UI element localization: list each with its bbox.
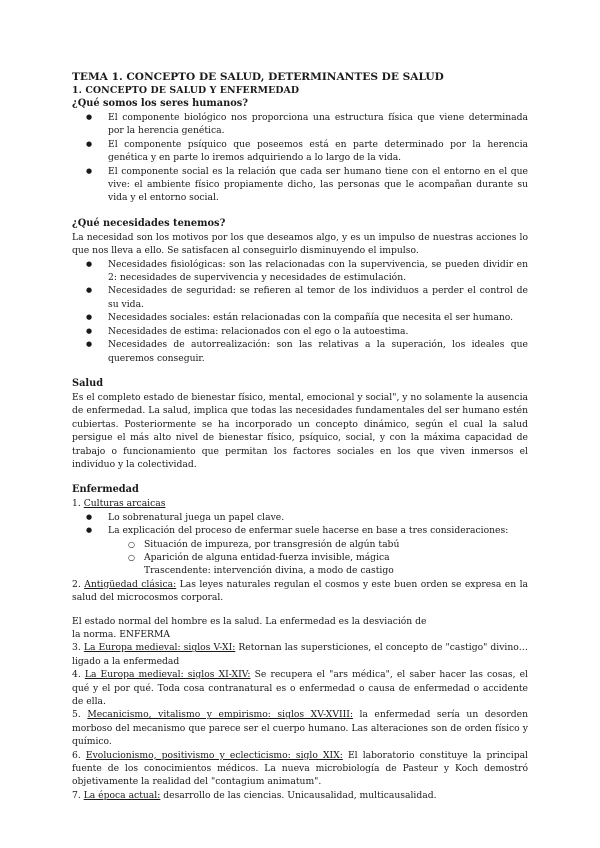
disease-point-5: 5. Mecanicismo, vitalismo y empirismo: siglos XV-XVIII: la enfermedad sería un desorden morboso del mecanismo que parece ser el cuerpo humano. Las alteraciones son de orden físico y químico. — [72, 709, 528, 748]
list-item: ● Lo sobrenatural juega un papel clave. — [72, 511, 528, 524]
list-item: ● El componente biológico nos proporciona una estructura física que viene determinada por la herencia genética. — [72, 111, 528, 138]
section-subtitle: 1. CONCEPTO DE SALUD Y ENFERMEDAD — [72, 85, 300, 96]
disease-point-4: 4. La Europa medieval: siglos XI-XIV: Se recupera el "ars médica", el saber hacer las cosas, el qué y el por qué. Toda cosa contranatural es o enfermedad o causa de enfermedad o accidente de ella. — [72, 669, 528, 708]
list-item: ● Necesidades de seguridad: se refieren al temor de los individuos a perder el control de su vida. — [72, 284, 528, 311]
list-item: ○ Situación de impureza, por transgresión de algún tabú — [72, 538, 528, 551]
disease-heading: Enfermedad — [72, 484, 139, 496]
list-item: ● Necesidades sociales: están relacionadas con la compañía que necesita el ser humano. — [72, 311, 528, 324]
needs-heading: ¿Qué necesidades tenemos? — [72, 217, 226, 229]
list-item: ● El componente social es la relación que cada ser humano tiene con el entorno en el que vive: el ambiente físico propiamente dicho, las personas que le acompañan durante su vida y el entorno social. — [72, 165, 528, 205]
list-item: ● El componente psíquico que poseemos está en parte determinado por la herencia genética y en parte lo iremos adquiriendo a lo largo de la vida. — [72, 138, 528, 165]
disease-point-7: 7. La época actual: desarrollo de las ciencias. Unicausalidad, multicausalidad. — [72, 789, 437, 801]
normal-state-line-2: la norma. ENFERMA — [72, 629, 170, 640]
list-item: Trascendente: intervención divina, a modo de castigo — [144, 565, 394, 577]
list-item: ● Necesidades fisiológicas: son las relacionadas con la supervivencia, se pueden dividir en 2: necesidades de supervivencia y necesidades de estimulación. — [72, 258, 528, 285]
health-paragraph: Es el completo estado de bienestar físico, mental, emocional y social", y no solamente la ausencia de enfermedad. La salud, implica que todas las necesidades fundamentales del ser humano estén cubiertas. Posteriormente se ha incorporado un concepto dinámico, según el cual la salud persigue el más alto nivel de bienestar físico, psíquico, social, y con la máxima capacidad de trabajo o funcionamiento que permitan los factores sociales en los que viven inmersos el individuo y la colectividad. — [72, 391, 528, 470]
health-heading: Salud — [72, 377, 104, 389]
disease-point-3: 3. La Europa medieval: siglos V-XI: Retornan las supersticiones, el concepto de "castigo" divino… ligado a la enfermedad — [72, 642, 528, 667]
list-item: ● Necesidades de autorrealización: son las relativas a la superación, los ideales que queremos conseguir. — [72, 338, 528, 365]
humans-list — [72, 111, 528, 205]
disease-point-2: 2. Antigüedad clásica: Las leyes naturales regulan el cosmos y este buen orden se expresa en la salud del microcosmos corporal. — [72, 578, 528, 604]
disease-point-1-sublist — [72, 538, 528, 578]
needs-list — [72, 258, 528, 365]
humans-heading: ¿Qué somos los seres humanos? — [72, 98, 249, 109]
normal-state-line-1: El estado normal del hombre es la salud. La enfermedad es la desviación de — [72, 615, 427, 627]
disease-point-1: 1. Culturas arcaicas — [72, 498, 166, 510]
disease-point-1-list — [72, 511, 528, 538]
disease-point-6: 6. Evolucionismo, positivismo y eclecticismo: siglo XIX: El laboratorio constituye la principal fuente de los conocimientos médicos. La nueva microbiología de Pasteur y Koch demostró objetivamente la realidad del "contagium animatum". — [72, 749, 528, 788]
list-item: ● Necesidades de estima: relacionados con el ego o la autoestima. — [72, 325, 528, 338]
document-title: TEMA 1. CONCEPTO DE SALUD, DETERMINANTES DE SALUD — [72, 71, 444, 83]
needs-intro: La necesidad son los motivos por los que deseamos algo, y es un impulso de nuestras acciones lo que nos lleva a ello. Se satisfacen al conseguirlo disminuyendo el impulso. — [72, 231, 528, 257]
list-item: ● La explicación del proceso de enfermar suele hacerse en base a tres consideraciones: — [72, 524, 528, 537]
list-item: ○ Aparición de alguna entidad-fuerza invisible, mágica — [72, 551, 528, 564]
